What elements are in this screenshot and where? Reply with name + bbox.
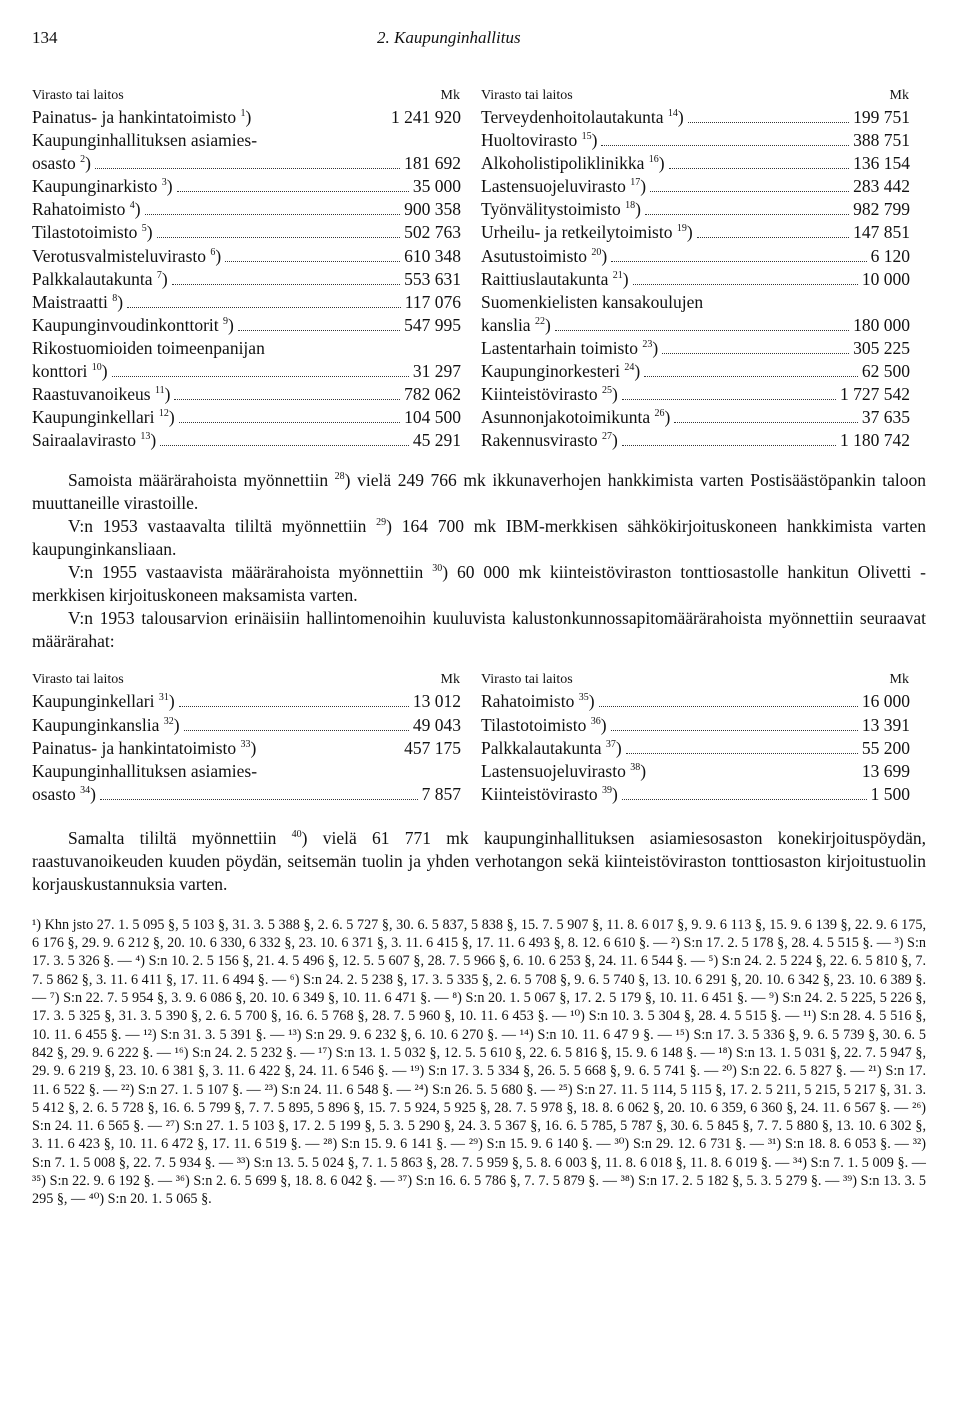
dot-leader [112,362,409,377]
office-name [481,291,890,314]
office-name-text: Rahatoimisto [481,691,575,712]
dot-leader [179,408,400,423]
office-name: Urheilu- ja retkeilytoimisto $^{19}$) [481,222,693,243]
table-row [481,406,910,429]
office-name-text: Palkkalautakunta [32,268,153,289]
table-row [481,245,910,268]
office-name: Kaupunginarkisto $^3$) [32,176,173,197]
office-name-text: Suomenkielisten kansakoulujen [481,291,704,312]
table-row [32,198,461,221]
dot-leader [611,716,858,731]
office-name-text: Rahatoimisto [32,199,126,220]
table-row [32,129,461,152]
office-name-text: Lastensuojeluvirasto [481,760,626,781]
amount-value: 1 180 742 [840,430,910,451]
office-name-text: Palkkalautakunta [481,737,602,758]
office-name: Asunnonjakotoimikunta $^{26}$) [481,407,671,428]
table-row [32,714,461,737]
column-header-office: Virasto tai laitos [32,672,124,688]
table-row [32,360,461,383]
dot-leader [622,385,836,400]
office-name: Tilastotoimisto $^{36}$) [481,714,607,735]
footnote-ref: 1 [240,108,246,120]
paragraph [32,827,926,896]
office-name-text: Kaupunginhallituksen asiamies- [32,130,258,151]
footnote-ref: 12 [158,408,169,420]
column-header-amount: Mk [440,88,460,103]
table-row [481,314,910,337]
amount-value: 49 043 [412,714,461,735]
amount-value: 136 154 [853,153,910,174]
dot-leader [599,692,858,707]
dot-leader [688,108,849,123]
amount-value: 610 348 [404,245,461,266]
amount-value: 283 442 [853,176,910,197]
footnote-ref: 15 [581,131,592,143]
table-row [481,429,910,452]
amount-value: 1 241 920 [391,107,461,127]
amount-value: 16 000 [861,691,910,712]
footnote-ref: 33 [240,738,251,750]
dot-leader [177,177,409,192]
footnote-ref: 31 [158,692,169,704]
table-row [481,360,910,383]
table-row [481,175,910,198]
dot-leader [555,316,849,331]
table2-left-column [32,670,461,805]
office-name: Kaupunginkellari $^{12}$) [32,407,175,428]
table-row [481,129,910,152]
footnote-ref: 23 [642,339,653,351]
table-row [481,783,910,806]
footnote-ref: 30 [432,563,443,575]
table-rows [32,690,461,805]
amount-value: 13 391 [861,714,910,735]
dot-leader [184,716,409,731]
dot-leader [697,223,849,238]
amount-value: 180 000 [853,314,910,335]
dot-leader [626,739,858,754]
amount-value: 62 500 [861,361,910,382]
dot-leader [145,200,401,215]
footnote-ref: 22 [534,316,545,328]
amount-value: 982 799 [853,199,910,220]
table-row [32,383,461,406]
footnote-ref: 21 [612,269,623,281]
office-name [32,337,441,360]
office-name: Painatus- ja hankintatoimisto $^{33}$) [32,737,257,758]
table-row [481,291,910,314]
office-name-text: Kaupunginkellari [32,407,155,428]
column-header-amount: Mk [889,672,909,688]
office-name: Rahatoimisto $^4$) [32,199,141,220]
office-name: osasto $^2$) [32,153,91,174]
footnote-ref: 27 [602,431,613,443]
office-name-text: Terveydenhoitolautakunta [481,107,664,127]
amount-value: 35 000 [412,176,461,197]
table-row [481,737,910,760]
column-header-amount: Mk [889,88,909,103]
office-name: Kaupunginkanslia $^{32}$) [32,714,180,735]
paragraph-text: ) vielä 249 766 mk ikkunaverhojen hankkimista varten Postisäästöpankin taloon muuttaneille virastoille. [32,470,926,514]
office-name: Palkkalautakunta $^7$) [32,268,168,289]
table-row [32,152,461,175]
office-name-text: Kiinteistövirasto [481,783,598,804]
office-name-text: Tilastotoimisto [32,222,138,243]
office-name-text: osasto [32,783,76,804]
office-name: Terveydenhoitolautakunta $^{14}$) [481,107,684,127]
office-name: kanslia $^{22}$) [481,314,551,335]
table-row [481,198,910,221]
office-name [32,129,441,152]
office-name: Kaupunginorkesteri $^{24}$) [481,361,641,382]
office-name: Huoltovirasto $^{15}$) [481,130,598,151]
footnote-ref: 14 [667,108,678,120]
footnote-ref: 39 [602,784,613,796]
amount-value: 6 120 [870,245,910,266]
office-name: Tilastotoimisto $^5$) [32,222,153,243]
footnote-ref: 6 [210,246,216,258]
amount-value: 388 751 [853,130,910,151]
paragraph-text: V:n 1953 talousarvion erinäisiin hallintomenoihin kuuluvista kalustonkunnossapitomäärärahoista myönnettiin seuraavat määrärahat: [32,608,926,652]
footnote-ref: 32 [163,715,174,727]
amount-value: 45 291 [412,430,461,451]
office-name-text: Kaupunginarkisto [32,176,158,197]
dot-leader [622,785,867,800]
footnote-ref: 5 [141,223,147,235]
office-name-text: Asutustoimisto [481,245,587,266]
page-number: 134 [32,28,58,47]
office-name-text: Työnvälitystoimisto [481,199,621,220]
table-row [481,383,910,406]
footnote-ref: 17 [630,177,641,189]
office-name-text: Painatus- ja hankintatoimisto [32,107,237,127]
table-row [481,221,910,244]
paragraph-text: V:n 1955 vastaavista määrärahoista myönnettiin [68,562,433,583]
amount-value: 457 175 [404,737,461,758]
office-name-text: Alkoholistipoliklinikka [481,153,645,174]
table-row [32,429,461,452]
table-row [32,175,461,198]
footnote-ref: 20 [591,246,602,258]
table-row [481,106,910,129]
amount-value: 900 358 [404,199,461,220]
dot-leader [160,431,409,446]
column-header-office: Virasto tai laitos [481,88,573,103]
amount-value: 553 631 [404,268,461,289]
office-name: Lastentarhain toimisto $^{23}$) [481,337,659,358]
table-row [481,760,910,783]
office-name-text: Sairaalavirasto [32,430,136,451]
table1-left-column [32,86,461,452]
table-row [481,690,910,713]
dot-leader [127,293,401,308]
paragraph [32,469,926,515]
office-name-text: Painatus- ja hankintatoimisto [32,737,237,758]
allocation-table-2 [32,670,930,805]
office-name: Lastensuojeluvirasto $^{17}$) [481,176,647,197]
amount-value: 305 225 [853,337,910,358]
office-name-text: Tilastotoimisto [481,714,587,735]
footnotes [32,916,930,1209]
footnote-ref: 19 [676,223,687,235]
table-rows [32,106,461,452]
office-name: Raastuvanoikeus $^{11}$) [32,384,171,405]
dot-leader [662,339,849,354]
table-header [481,86,910,106]
footnote-ref: 7 [156,269,162,281]
paragraph [32,561,926,607]
office-name-text: Rakennusvirasto [481,430,598,451]
table-row [32,245,461,268]
table-row [32,406,461,429]
office-name-text: Kaupunginhallituksen asiamies- [32,760,258,781]
amount-value: 502 763 [404,222,461,243]
office-name: Kiinteistövirasto $^{25}$) [481,384,618,405]
office-name-text: Huoltovirasto [481,130,578,151]
table-row [32,690,461,713]
office-name-text: Rikostuomioiden toimeenpanijan [32,337,265,358]
column-header-amount: Mk [440,672,460,688]
paragraph-text: V:n 1953 vastaavalta tililtä myönnettiin [68,516,377,537]
dot-leader [172,270,400,285]
office-name-text: Raittiuslautakunta [481,268,609,289]
office-name-text: Verotusvalmisteluvirasto [32,245,207,266]
amount-value: 147 851 [853,222,910,243]
office-name-text: konttori [32,361,88,382]
footnote-ref: 4 [129,200,135,212]
amount-value: 117 076 [404,291,461,312]
office-name-text: Raastuvanoikeus [32,384,151,405]
table-row [481,337,910,360]
body-text-2 [32,827,930,896]
office-name-text: Maistraatti [32,291,108,312]
office-name-text: Urheilu- ja retkeilytoimisto [481,222,673,243]
table-header [481,670,910,690]
office-name: Verotusvalmisteluvirasto $^6$) [32,245,222,266]
office-name-text: Kiinteistövirasto [481,384,598,405]
amount-value: 37 635 [861,407,910,428]
office-name-text: kanslia [481,314,531,335]
table-rows [481,690,910,805]
office-name-text: Asunnonjakotoimikunta [481,407,651,428]
running-title: 2. Kaupunginhallitus [377,28,521,47]
office-name: Kiinteistövirasto $^{39}$) [481,783,618,804]
amount-value: 13 012 [412,691,461,712]
office-name: Rakennusvirasto $^{27}$) [481,430,618,451]
office-name: Rahatoimisto $^{35}$) [481,691,595,712]
office-name: osasto $^{34}$) [32,783,96,804]
table-row [32,221,461,244]
amount-value: 1 727 542 [840,384,910,405]
footnote-ref: 8 [112,292,118,304]
office-name: Raittiuslautakunta $^{21}$) [481,268,629,289]
footnote-ref: 40 [291,829,302,841]
office-name: Maistraatti $^8$) [32,291,124,312]
dot-leader [622,431,836,446]
table-row [32,268,461,291]
table-row [32,291,461,314]
office-name: Asutustoimisto $^{20}$) [481,245,608,266]
dot-leader [650,177,849,192]
paragraph-text: ) 164 700 mk IBM-merkkisen sähkökirjoituskoneen hankkimista varten kaupunginkansliaan. [32,516,927,560]
office-name-text: Kaupunginvoudinkonttorit [32,314,219,335]
office-name-text: Lastensuojeluvirasto [481,176,626,197]
dot-leader [225,247,400,262]
amount-value: 782 062 [404,384,461,405]
footnote-ref: 28 [334,471,345,483]
office-name: Painatus- ja hankintatoimisto $^1$) [32,107,252,127]
office-name [32,760,441,783]
footnote-ref: 3 [161,177,167,189]
table-row [32,760,461,783]
body-text-1 [32,469,930,653]
office-name: Alkoholistipoliklinikka $^{16}$) [481,153,665,174]
amount-value: 7 857 [421,783,461,804]
dot-leader [157,223,401,238]
dot-leader [611,247,866,262]
office-name-text: Lastentarhain toimisto [481,337,638,358]
office-name: Kaupunginkellari $^{31}$) [32,691,175,712]
paragraph [32,515,926,561]
office-name: konttori $^{10}$) [32,361,108,382]
table-header [32,86,461,106]
amount-value: 199 751 [853,107,910,127]
dot-leader [179,692,409,707]
table-row [481,152,910,175]
dot-leader [669,154,850,169]
table-row [481,714,910,737]
office-name: Palkkalautakunta $^{37}$) [481,737,622,758]
amount-value: 10 000 [861,268,910,289]
dot-leader [674,408,858,423]
table-row [32,314,461,337]
paragraph-text: ) 60 000 mk kiinteistöviraston tonttiosastolle hankitun Olivetti -merkkisen kirjoituskoneen maksamista varten. [32,562,926,606]
office-name-text: Kaupunginkellari [32,691,155,712]
table-row [32,737,461,760]
amount-value: 181 692 [404,153,461,174]
dot-leader [238,316,400,331]
amount-value: 1 500 [870,783,910,804]
office-name-text: Kaupunginkanslia [32,714,160,735]
table-row [32,783,461,806]
office-name: Sairaalavirasto $^{13}$) [32,430,157,451]
allocation-table-1 [32,86,930,452]
table-row [481,268,910,291]
footnote-ref: 34 [80,784,91,796]
office-name: Kaupunginvoudinkonttorit $^9$) [32,314,234,335]
column-header-office: Virasto tai laitos [32,88,124,103]
column-header-office: Virasto tai laitos [481,672,573,688]
footnote-text: ¹) Khn jsto 27. 1. 5 095 §, 5 103 §, 31. 3. 5 388 §, 2. 6. 5 727 §, 30. 6. 5 837, 5 838 §, 15. 7. 5 907 §, 11. 8. 6 017 §, 9. 9. 6 113 §, 15. 9. 6 139 §, 22. 9. 6 175, 6 176 §, 29. 9. 6 212 §, 20. 10. 6 330, 6 332 §, 23. 10. 6 371 §, 3. 11. 6 415 §, 17. 11. 6 493 §, 8. 12. 6 610 §. — ²) S:n 17. 2. 5 178 §, 28. 4. 5 515 §. — ³) S:n 17. 3. 5 326 §. — ⁴) S:n 10. 2. 5 156 §, 21. 4. 5 496 §, 12. 5. 5 607 §, 28. 7. 5 966 §, 6. 10. 6 253 §, 24. 11. 6 544 §. — ⁵) S:n 24. 2. 5 224 §, 22. 6. 5 810 §, 7. 7. 5 862 §, 3. 11. 6 411 §, 17. 11. 6 494 §. — ⁶) S:n 24. 2. 5 238 §, 17. 3. 5 335 §, 2. 6. 5 708 §, 9. 6. 5 740 §, 13. 10. 6 291 §, 20. 10. 6 342 §, 23. 10. 6 389 §. — ⁷) S:n 22. 7. 5 954 §, 3. 9. 6 086 §, 20. 10. 6 349 §, 10. 11. 6 471 §. — ⁸) S:n 20. 1. 5 067 §, 17. 2. 5 179 §, 10. 11. 6 451 §. — ⁹) S:n 24. 2. 5 225, 5 226 §, 17. 3. 5 325 §, 31. 3. 5 390 §, 2. 6. 5 700 §, 16. 6. 5 768 §, 28. 7. 5 960 §, 10. 11. 6 453 §. — ¹⁰) S:n 10. 3. 5 304 §, 28. 4. 5 515 §. — ¹¹) S:n 28. 4. 5 516 §, 10. 11. 6 455 §. — ¹²) S:n 31. 3. 5 391 §. — ¹³) S:n 29. 9. 6 232 §, 6. 10. 6 270 §. — ¹⁴) S:n 10. 11. 6 47 9 §. — ¹⁵) S:n 17. 3. 5 336 §, 9. 6. 5 739 §, 30. 6. 5 842 §, 29. 9. 6 222 §. — ¹⁶) S:n 24. 2. 5 232 §. — ¹⁷) S:n 13. 1. 5 032 §, 12. 5. 5 610 §, 22. 6. 5 816 §, 15. 9. 6 148 §. — ¹⁸) S:n 13. 1. 5 031 §, 22. 7. 5 947 §, 29. 9. 6 219 §, 23. 10. 6 381 §, 3. 11. 6 422 §, 24. 11. 6 546 §. — ¹⁹) S:n 17. 3. 5 334 §, 26. 5. 5 668 §, 9. 6. 5 741 §. — ²⁰) S:n 22. 6. 5 827 §. — ²¹) S:n 17. 11. 6 522 §. — ²²) S:n 27. 1. 5 107 §. — ²³) S:n 24. 11. 6 548 §. — ²⁴) S:n 26. 5. 5 680 §. — ²⁵) S:n 27. 11. 5 114, 5 115 §, 17. 2. 5 211, 5 215, 5 217 §, 31. 3. 5 412 §, 2. 6. 5 728 §, 16. 6. 5 799 §, 7. 7. 5 895, 5 896 §, 15. 7. 5 924, 5 925 §, 28. 7. 5 978 §, 18. 8. 6 062 §, 20. 10. 6 359, 6 360 §, 24. 11. 6 567 §. — ²⁶) S:n 24. 11. 6 565 §. — ²⁷) S:n 27. 1. 5 103 §, 17. 2. 5 199 §, 5. 3. 5 290 §, 24. 3. 5 367 §, 16. 6. 5 785, 5 787 §, 30. 6. 5 845 §, 7. 7. 5 880 §, 13. 10. 6 302 §, 3. 11. 6 423 §, 10. 11. 6 472 §, 17. 11. 6 519 §. — ²⁸) S:n 15. 9. 6 141 §. — ²⁹) S:n 15. 9. 6 140 §. — ³⁰) S:n 29. 12. 6 731 §. — ³¹) S:n 18. 8. 6 053 §. — ³²) S:n 7. 1. 5 008 §, 22. 7. 5 934 §. — ³³) S:n 13. 5. 5 024 §, 7. 1. 5 863 §, 28. 7. 5 959 §, 5. 8. 6 003 §, 11. 8. 6 018 §, 11. 8. 6 019 §. — ³⁴) S:n 7. 1. 5 009 §. — ³⁵) S:n 22. 9. 6 192 §. — ³⁶) S:n 2. 6. 5 699 §, 18. 8. 6 042 §. — ³⁷) S:n 16. 6. 5 786 §, 7. 7. 5 879 §. — ³⁸) S:n 17. 2. 5 182 §, 5. 3. 5 279 §. — ³⁹) S:n 13. 3. 5 295 §, — ⁴⁰) S:n 20. 1. 5 065 §. [32,916,926,1208]
dot-leader [644,362,858,377]
footnote-ref: 25 [602,385,613,397]
footnote-ref: 10 [91,362,102,374]
dot-leader [601,131,849,146]
table-header [32,670,461,690]
office-name-text: osasto [32,153,76,174]
amount-value: 13 699 [861,760,910,781]
dot-leader [633,270,858,285]
table1-right-column [481,86,910,452]
footnote-ref: 35 [578,692,589,704]
paragraph-text: ) vielä 61 771 mk kaupunginhallituksen asiamiesosaston konekirjoituspöydän, raastuvanoikeuden kuuden pöydän, seitsemän tuolin ja yhden verhotangon sekä kiinteistöviraston tonttiosaston kirjoitustuolin korjauskustannuksia varten. [32,827,926,894]
dot-leader [174,385,400,400]
footnote-ref: 11 [154,385,165,397]
footnote-ref: 9 [223,316,229,328]
dot-leader [95,154,400,169]
table2-right-column [481,670,910,805]
amount-value: 31 297 [412,361,461,382]
footnote-ref: 24 [624,362,635,374]
amount-value: 547 995 [404,314,461,335]
office-name: Lastensuojeluvirasto $^{38}$) [481,760,647,781]
amount-value: 55 200 [861,737,910,758]
footnote-ref: 16 [648,154,659,166]
footnote-ref: 13 [140,431,151,443]
office-name: Työnvälitystoimisto $^{18}$) [481,199,641,220]
footnote-ref: 29 [376,517,387,529]
footnote-ref: 26 [654,408,665,420]
footnote-ref: 37 [605,738,616,750]
dot-leader [100,785,418,800]
amount-value: 104 500 [404,407,461,428]
office-name-text: Kaupunginorkesteri [481,361,620,382]
paragraph-text: Samalta tililtä myönnettiin [68,827,292,848]
footnote-ref: 2 [80,154,86,166]
dot-leader [645,200,849,215]
table-row [32,337,461,360]
footnote-ref: 38 [630,761,641,773]
footnote-ref: 18 [625,200,636,212]
paragraph [32,607,926,653]
table-rows [481,106,910,452]
footnote-ref: 36 [590,715,601,727]
table-row [32,106,461,129]
running-header [32,28,930,56]
paragraph-text: Samoista määrärahoista myönnettiin [68,470,335,491]
